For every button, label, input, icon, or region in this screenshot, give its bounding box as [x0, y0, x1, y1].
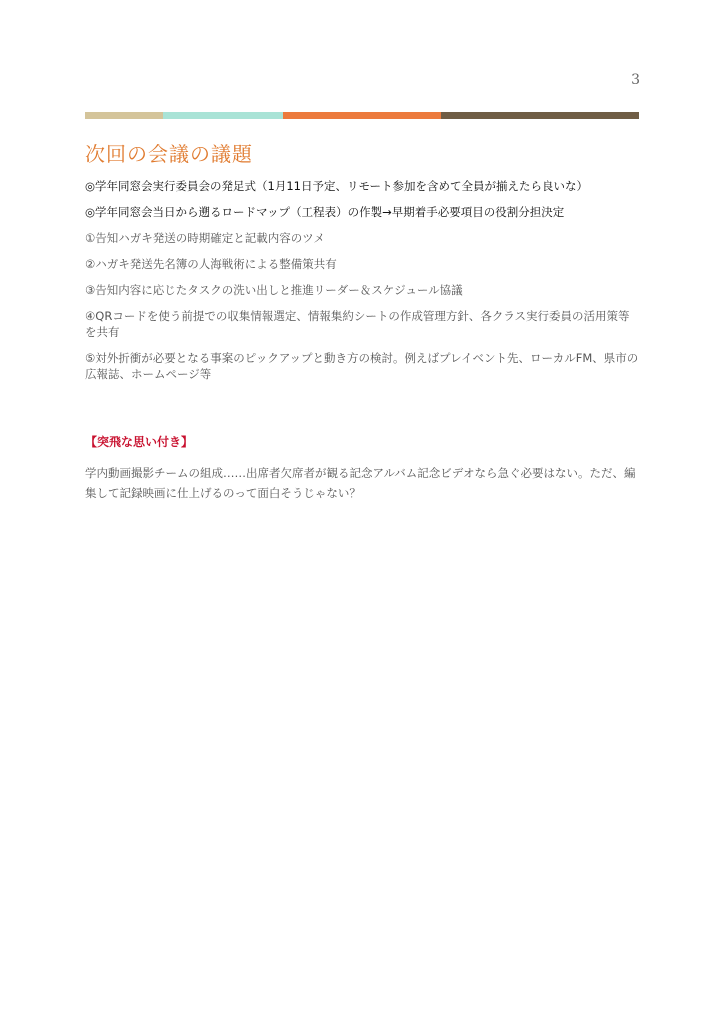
- color-bar-segment-orange: [283, 112, 441, 119]
- agenda-list: [85, 178, 639, 392]
- color-bar-segment-brown: [441, 112, 639, 119]
- color-bar-segment-tan: [85, 112, 163, 119]
- note-title: 【突飛な思い付き】: [85, 435, 194, 449]
- agenda-item: ②ハガキ発送先名簿の人海戦術による整備策共有: [85, 257, 337, 271]
- agenda-item: ④QRコードを使う前提での収集情報選定、情報集約シートの作成管理方針、各クラス実行委員の活用策等を共有: [85, 309, 630, 339]
- agenda-item: ◎学年同窓会実行委員会の発足式（1月11日予定、リモート参加を含めて全員が揃えたら良いな）: [85, 179, 589, 193]
- agenda-item: ⑤対外折衝が必要となる事案のピックアップと動き方の検討。例えばプレイベント先、ローカルFM、県市の広報誌、ホームページ等: [85, 351, 639, 381]
- agenda-item: ◎学年同窓会当日から遡るロードマップ（工程表）の作製→早期着手必要項目の役割分担決定: [85, 205, 565, 219]
- color-bar-segment-mint: [163, 112, 283, 119]
- header-color-bar: [85, 112, 639, 119]
- page-number: 3: [631, 72, 640, 88]
- note-body: 学内動画撮影チームの組成……出席者欠席者が観る記念アルバム記念ビデオなら急ぐ必要はない。ただ、編集して記録映画に仕上げるのって面白そうじゃない？: [85, 466, 636, 500]
- agenda-item: ③告知内容に応じたタスクの洗い出しと推進リーダー＆スケジュール協議: [85, 283, 463, 297]
- section-title: 次回の会議の議題: [85, 142, 253, 166]
- agenda-item: ①告知ハガキ発送の時期確定と記載内容のツメ: [85, 231, 325, 245]
